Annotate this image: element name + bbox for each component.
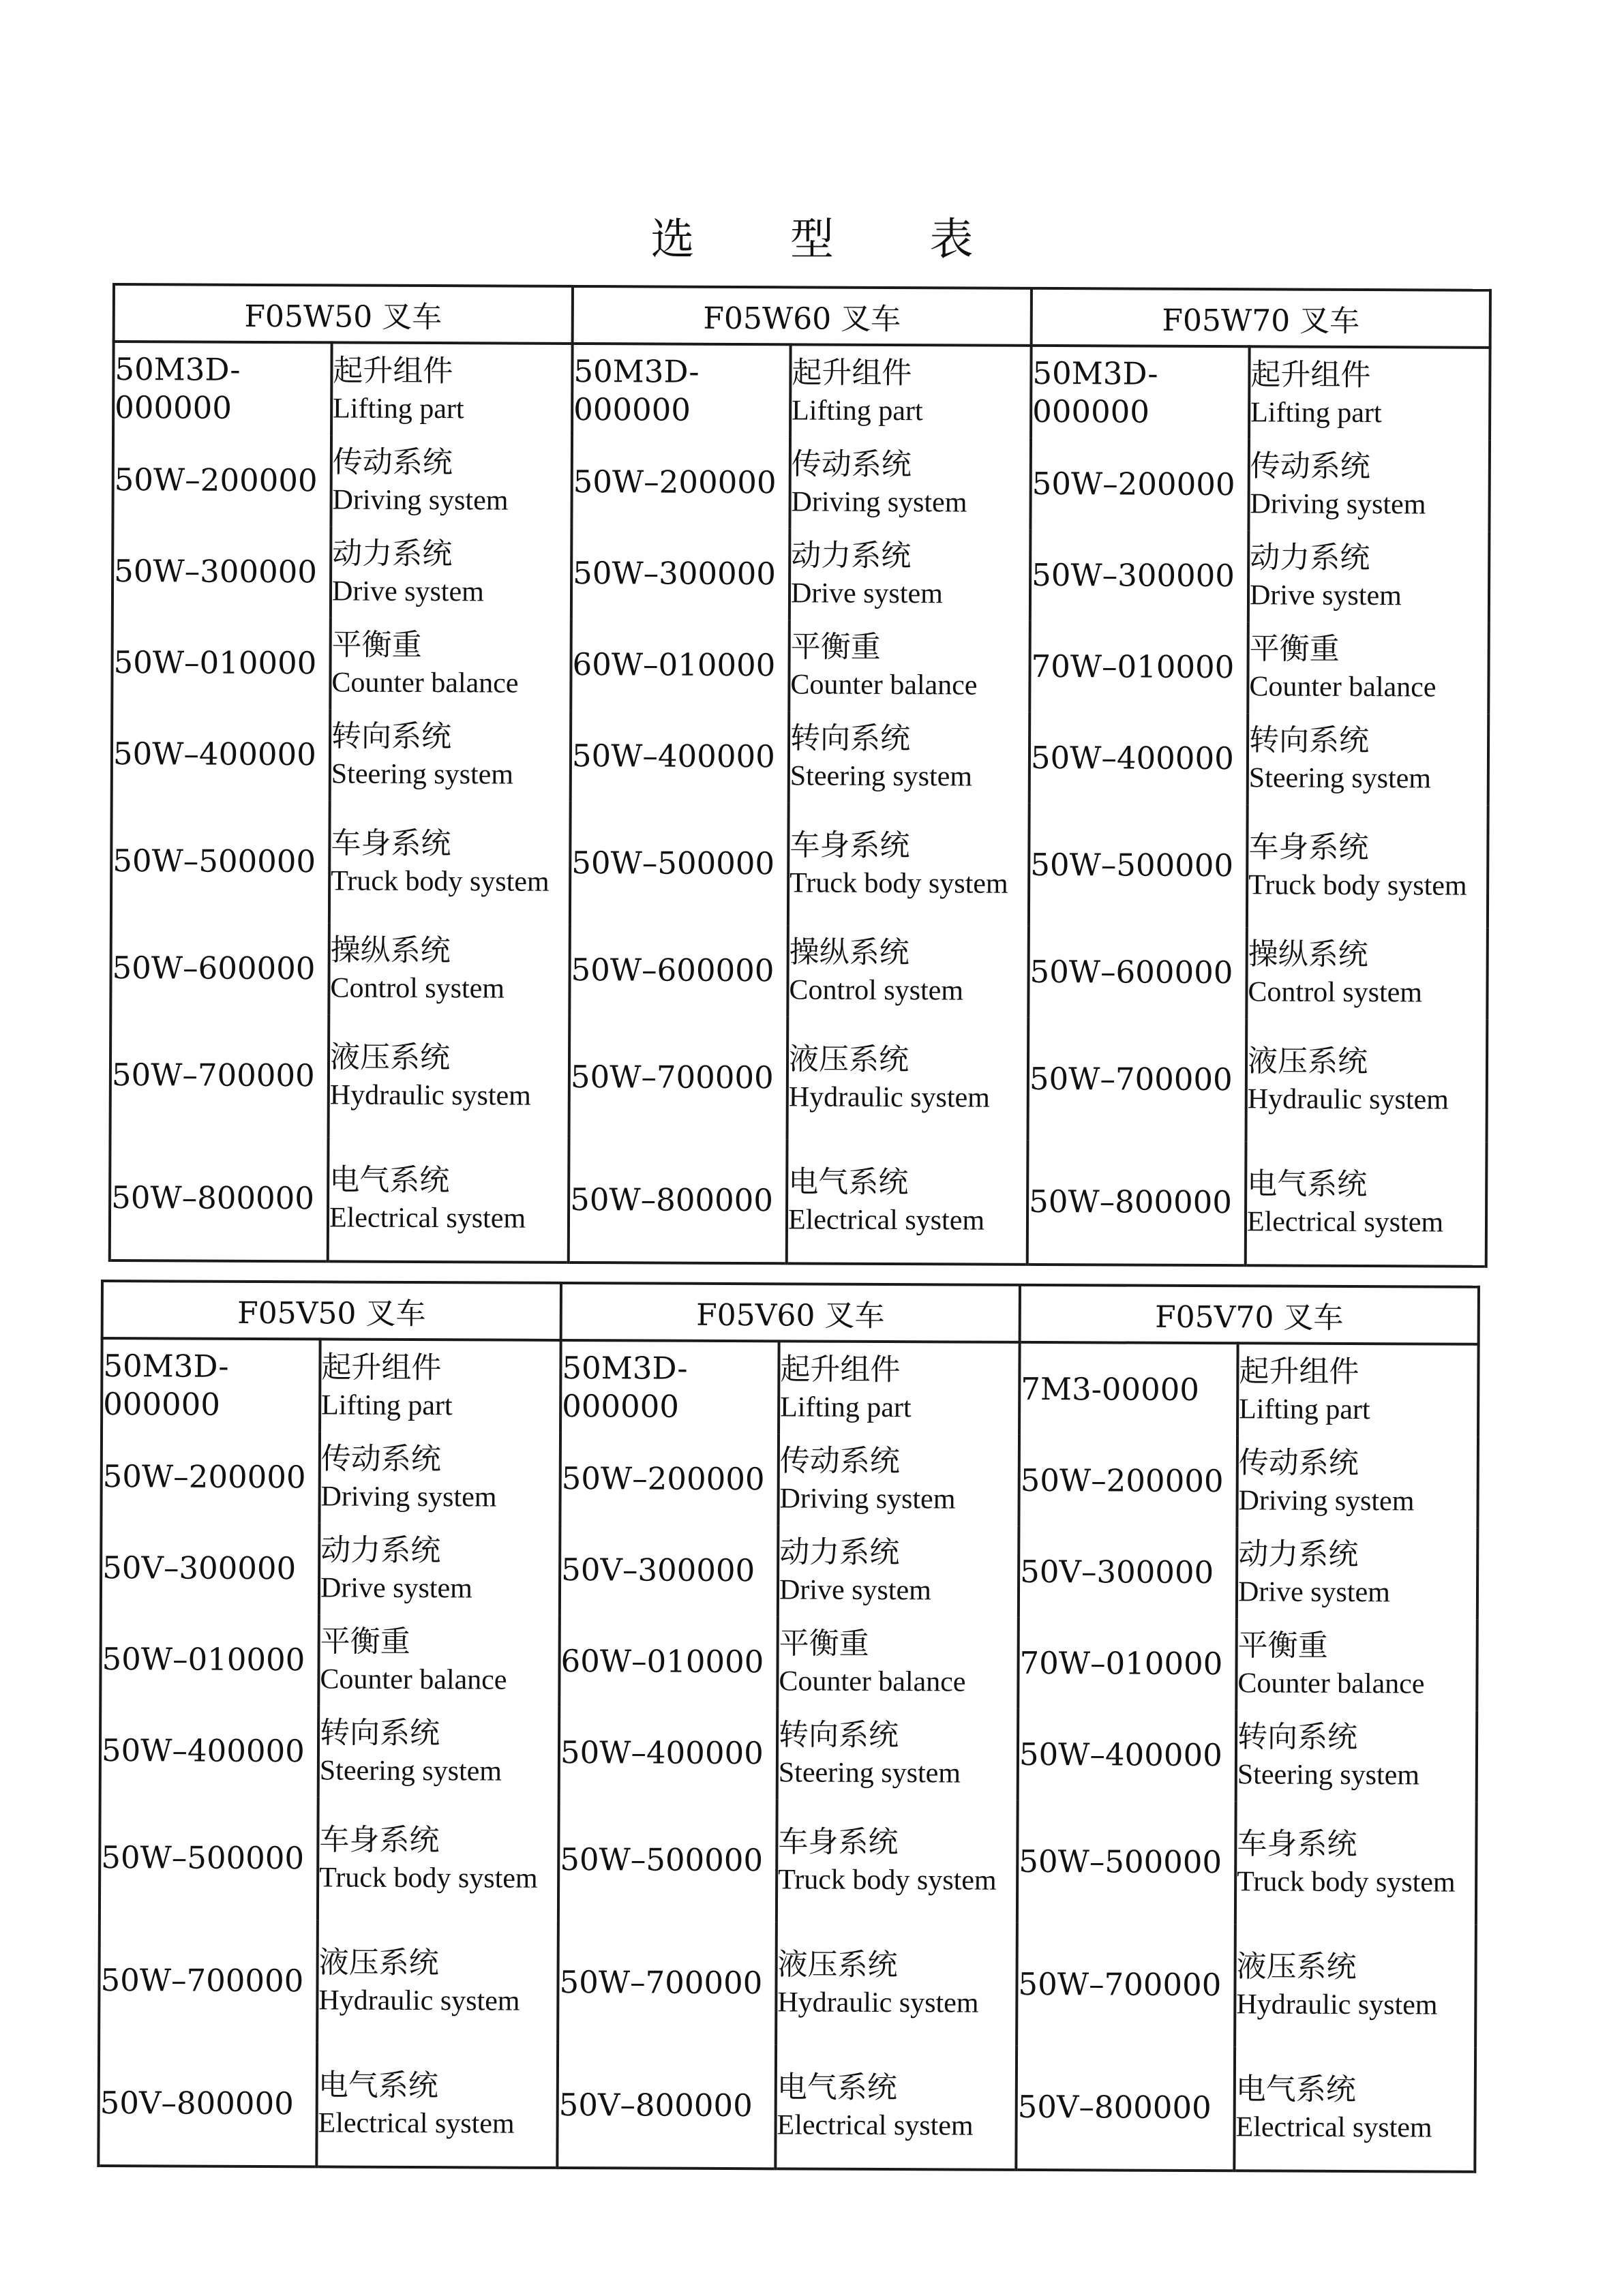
part-name-en: Control system: [789, 974, 964, 1007]
part-code: 50M3D- 000000: [572, 344, 791, 437]
part-name-en: Steering system: [331, 758, 514, 791]
part-name-en: Steering system: [778, 1757, 961, 1789]
part-name-en: Drive system: [790, 577, 943, 610]
part-name-cn: 电气系统: [329, 1162, 450, 1198]
part-name: [1237, 1436, 1478, 1528]
part-name-en: Lifting part: [780, 1391, 912, 1424]
part-name: [1246, 1018, 1488, 1143]
part-name-en: Control system: [1248, 976, 1423, 1009]
part-name: [1235, 1924, 1476, 2048]
part-code: 50W–010000: [100, 1614, 319, 1706]
part-name: [330, 709, 571, 802]
part-name-cn: 转向系统: [331, 719, 452, 755]
part-name-cn: 车身系统: [1248, 830, 1369, 866]
part-name-cn: 平衡重: [790, 629, 881, 665]
part-name-cn: 操纵系统: [330, 933, 451, 969]
part-code: 50W–200000: [571, 436, 790, 528]
part-code: 50W–400000: [559, 1707, 778, 1799]
part-code: 50W–200000: [560, 1433, 779, 1525]
part-code: 7M3-00000: [1019, 1342, 1238, 1436]
part-name-cn: 起升组件: [321, 1350, 442, 1386]
part-code: 50W–200000: [1019, 1435, 1237, 1527]
part-name: [777, 1799, 1018, 1923]
part-name-cn: 转向系统: [790, 721, 911, 757]
model-header: F05V60 叉车: [561, 1283, 1020, 1342]
table-row: [111, 800, 1488, 928]
part-name-en: Truck body system: [790, 867, 1008, 900]
part-name: [1248, 439, 1490, 532]
part-name: [777, 1616, 1019, 1709]
part-name: [790, 528, 1031, 621]
part-code: 50W–400000: [1018, 1709, 1237, 1801]
part-name-en: Steering system: [790, 760, 973, 793]
part-name: [1248, 713, 1489, 806]
part-name: [1246, 1141, 1487, 1267]
part-name-cn: 起升组件: [792, 355, 912, 391]
part-code: 50V–300000: [1019, 1526, 1237, 1618]
part-name: [1247, 804, 1488, 928]
part-code: 50W–600000: [110, 922, 329, 1014]
part-name: [1234, 2046, 1475, 2172]
part-name-en: Counter balance: [790, 669, 978, 701]
part-name-en: Driving system: [791, 486, 967, 519]
table-row: [112, 526, 1490, 623]
part-name-en: Drive system: [1237, 1576, 1390, 1609]
part-name: [329, 1014, 570, 1138]
part-code: 50W–010000: [112, 617, 331, 709]
part-name: [319, 1523, 560, 1616]
table-row: [98, 2042, 1475, 2172]
part-name-cn: 液压系统: [1236, 1949, 1357, 1985]
part-name-cn: 车身系统: [778, 1824, 899, 1860]
part-code: 50W–400000: [571, 710, 790, 802]
part-code: 60W–010000: [571, 619, 790, 711]
part-name-cn: 平衡重: [320, 1624, 410, 1659]
table-row: [102, 1338, 1479, 1437]
selection-table-v-series: [97, 1280, 1480, 2173]
part-code: 60W–010000: [559, 1616, 778, 1708]
part-name-cn: 车身系统: [319, 1822, 440, 1858]
part-name-en: Hydraulic system: [1236, 1989, 1438, 2021]
part-name-cn: 液压系统: [318, 1945, 439, 1981]
part-name-en: Hydraulic system: [1247, 1083, 1449, 1116]
part-name-cn: 转向系统: [1248, 723, 1370, 759]
part-name: [790, 344, 1032, 438]
model-header-row: [114, 284, 1490, 348]
part-name-en: Counter balance: [331, 667, 519, 699]
part-name-cn: 操纵系统: [1248, 937, 1368, 973]
part-name-cn: 液压系统: [777, 1947, 898, 1983]
part-name-en: Hydraulic system: [788, 1081, 991, 1114]
part-name-cn: 平衡重: [331, 627, 422, 663]
part-name: [1235, 1801, 1477, 1925]
part-name-en: Driving system: [332, 484, 509, 517]
part-code: 50W–700000: [110, 1014, 329, 1137]
part-name-en: Driving system: [1250, 488, 1426, 521]
part-name: [330, 618, 571, 710]
part-name-cn: 平衡重: [1249, 631, 1340, 667]
part-code: 50W–500000: [570, 802, 789, 925]
part-code: 50V–800000: [1016, 2046, 1235, 2171]
part-code: 70W–010000: [1029, 621, 1248, 713]
part-code: 50W–600000: [1028, 926, 1247, 1018]
part-name: [317, 1920, 558, 2044]
part-name: [789, 620, 1030, 712]
part-name: [777, 1708, 1019, 1800]
part-code: 50V–800000: [98, 2042, 317, 2166]
part-code: 50W–500000: [1017, 1800, 1236, 1924]
model-header: F05V70 叉车: [1020, 1285, 1479, 1344]
part-name: [788, 802, 1029, 926]
part-name-cn: 液压系统: [788, 1042, 909, 1078]
part-name-en: Truck body system: [1237, 1866, 1456, 1899]
part-name: [1248, 622, 1489, 714]
part-code: 50W–300000: [571, 528, 790, 620]
part-name: [1237, 1527, 1478, 1620]
part-name-en: Electrical system: [1246, 1206, 1444, 1239]
part-name-cn: 动力系统: [1250, 540, 1370, 576]
part-name: [787, 925, 1029, 1018]
part-code: 50W–700000: [1017, 1923, 1235, 2046]
part-name: [787, 1016, 1029, 1141]
part-name-en: Truck body system: [1248, 869, 1467, 902]
part-code: 50W–600000: [569, 924, 788, 1016]
part-name: [790, 437, 1031, 530]
part-code: 50M3D-000000: [102, 1338, 320, 1432]
part-name-en: Electrical system: [329, 1202, 526, 1235]
part-name: [316, 2042, 558, 2168]
part-name-cn: 动力系统: [332, 536, 453, 572]
part-name: [329, 923, 570, 1016]
part-name: [789, 711, 1030, 804]
part-name: [778, 1434, 1019, 1526]
part-code: 50V–300000: [560, 1524, 779, 1616]
page-title: 选 型 表: [650, 215, 1014, 265]
part-name: [1236, 1710, 1477, 1802]
table-row: [110, 1136, 1487, 1267]
part-name-cn: 起升组件: [333, 353, 453, 389]
part-name-en: Hydraulic system: [777, 1987, 979, 2019]
part-name-cn: 动力系统: [791, 538, 912, 574]
part-name-cn: 动力系统: [1238, 1537, 1359, 1573]
part-name-en: Control system: [330, 972, 505, 1005]
table-row: [99, 1919, 1476, 2048]
part-code: 50M3D- 000000: [1031, 346, 1250, 439]
part-name-cn: 传动系统: [332, 444, 453, 481]
part-name-en: Electrical system: [318, 2107, 515, 2140]
part-name-en: Lifting part: [1239, 1393, 1370, 1426]
part-name: [318, 1614, 560, 1707]
part-name-cn: 传动系统: [1250, 449, 1370, 485]
part-name-cn: 起升组件: [1239, 1354, 1359, 1390]
part-name-en: Drive system: [331, 575, 484, 608]
part-name-cn: 电气系统: [777, 2070, 897, 2106]
part-name-cn: 电气系统: [1247, 1166, 1368, 1203]
part-name-cn: 起升组件: [780, 1352, 901, 1388]
part-code: 50W–400000: [112, 708, 331, 800]
part-code: 50V–300000: [101, 1522, 320, 1614]
part-name-cn: 转向系统: [319, 1715, 440, 1751]
part-name: [1248, 530, 1490, 623]
part-name-en: Truck body system: [319, 1862, 538, 1894]
part-name: [1236, 1618, 1477, 1711]
part-name-cn: 液压系统: [1247, 1044, 1368, 1080]
part-name-en: Electrical system: [1235, 2111, 1432, 2144]
part-name-cn: 车身系统: [331, 826, 451, 862]
part-code: 50W–500000: [100, 1796, 318, 1920]
table-row: [101, 1431, 1478, 1528]
part-name-en: Counter balance: [1237, 1667, 1425, 1700]
part-name-en: Truck body system: [778, 1864, 997, 1897]
part-name-en: Steering system: [1248, 762, 1432, 795]
part-name-en: Drive system: [779, 1574, 931, 1607]
part-name: [319, 1432, 560, 1524]
part-name-en: Hydraulic system: [329, 1079, 532, 1112]
part-name-en: Steering system: [1237, 1759, 1420, 1792]
part-name: [787, 1139, 1028, 1265]
part-code: 50W–700000: [569, 1016, 788, 1139]
part-name-en: Lifting part: [321, 1389, 453, 1422]
part-name-en: Counter balance: [1249, 671, 1437, 704]
part-code: 50W–300000: [1030, 530, 1249, 622]
part-code: 50W–200000: [101, 1431, 320, 1523]
model-header: F05W60 叉车: [573, 286, 1032, 346]
part-code: 50M3D-000000: [560, 1340, 779, 1434]
part-code: 50W–400000: [1029, 712, 1248, 804]
part-name: [328, 1137, 569, 1263]
part-code: 50W–800000: [1027, 1141, 1246, 1265]
part-name-en: Driving system: [1238, 1485, 1415, 1517]
part-name: [1246, 927, 1488, 1020]
part-name-cn: 平衡重: [779, 1626, 869, 1661]
part-code: 50W–700000: [99, 1919, 318, 2042]
part-code: 50W–400000: [100, 1705, 319, 1797]
part-name-cn: 传动系统: [1238, 1445, 1359, 1481]
part-name-cn: 起升组件: [1250, 357, 1371, 393]
part-name-cn: 转向系统: [1237, 1719, 1358, 1755]
part-code: 50W–800000: [110, 1136, 329, 1261]
part-name: [320, 1339, 561, 1433]
part-name-cn: 车身系统: [1237, 1826, 1357, 1862]
part-name-cn: 动力系统: [320, 1532, 441, 1569]
part-code: 70W–010000: [1018, 1618, 1237, 1710]
table-row: [100, 1705, 1477, 1802]
part-name-en: Counter balance: [320, 1663, 507, 1696]
part-code: 50W–200000: [112, 434, 331, 526]
model-header-row: [102, 1281, 1479, 1344]
part-code: 50W–700000: [558, 1921, 777, 2044]
part-name-en: Lifting part: [1250, 397, 1382, 429]
part-name: [331, 435, 572, 528]
part-name-en: Hydraulic system: [318, 1984, 520, 2017]
part-name-en: Drive system: [320, 1572, 472, 1605]
part-name-en: Driving system: [320, 1481, 497, 1513]
part-name: [779, 1341, 1020, 1435]
selection-table-w-series: [108, 283, 1492, 1268]
part-name: [1237, 1343, 1479, 1437]
table-row: [101, 1522, 1478, 1620]
part-name: [318, 1797, 559, 1921]
part-name-cn: 车身系统: [790, 828, 910, 864]
part-name-en: Counter balance: [779, 1665, 966, 1698]
part-code: 50W–500000: [1029, 804, 1248, 927]
part-name-en: Steering system: [319, 1755, 502, 1787]
part-name-en: Truck body system: [331, 865, 550, 898]
part-name-en: Lifting part: [333, 393, 464, 425]
part-name-cn: 传动系统: [320, 1441, 441, 1477]
part-name-cn: 传动系统: [791, 447, 912, 483]
part-code: 50W–200000: [1030, 438, 1249, 530]
part-name: [331, 526, 572, 619]
part-name-cn: 电气系统: [1235, 2072, 1356, 2108]
table-row: [113, 342, 1490, 440]
part-name-cn: 电气系统: [788, 1164, 909, 1200]
part-name-cn: 电气系统: [318, 2068, 438, 2104]
table-row: [112, 708, 1489, 806]
part-name-cn: 平衡重: [1237, 1628, 1328, 1663]
part-name-cn: 动力系统: [779, 1535, 900, 1571]
part-name: [329, 800, 571, 924]
part-name-en: Electrical system: [787, 1204, 985, 1237]
part-name-cn: 液压系统: [329, 1040, 451, 1076]
table-row: [100, 1796, 1477, 1925]
part-name-en: Lifting part: [792, 395, 923, 427]
part-name: [1249, 346, 1490, 440]
part-code: 50M3D- 000000: [113, 342, 332, 435]
part-name-cn: 转向系统: [778, 1717, 899, 1753]
part-name: [776, 1922, 1017, 2046]
model-header: F05V50 叉车: [102, 1281, 561, 1340]
part-code: 50W–800000: [569, 1138, 787, 1263]
part-name: [775, 2044, 1017, 2170]
part-code: 50W–300000: [112, 526, 331, 618]
table-row: [110, 922, 1488, 1020]
model-header: F05W70 叉车: [1032, 288, 1490, 348]
part-code: 50W–700000: [1028, 1018, 1247, 1141]
part-code: 50W–500000: [558, 1798, 777, 1922]
part-name: [318, 1706, 560, 1798]
part-name: [331, 342, 573, 436]
part-name-cn: 操纵系统: [789, 935, 909, 971]
table-row: [110, 1014, 1488, 1143]
table-row: [112, 617, 1489, 714]
table-row: [112, 434, 1490, 532]
part-name-en: Drive system: [1249, 579, 1402, 612]
part-code: 50W–500000: [111, 800, 330, 923]
part-name-en: Electrical system: [777, 2109, 974, 2142]
table-row: [100, 1614, 1477, 1711]
model-header: F05W50 叉车: [114, 284, 573, 344]
part-name-en: Driving system: [779, 1483, 956, 1515]
part-name-cn: 传动系统: [779, 1443, 900, 1479]
part-name: [778, 1525, 1019, 1618]
part-code: 50V–800000: [557, 2044, 776, 2169]
